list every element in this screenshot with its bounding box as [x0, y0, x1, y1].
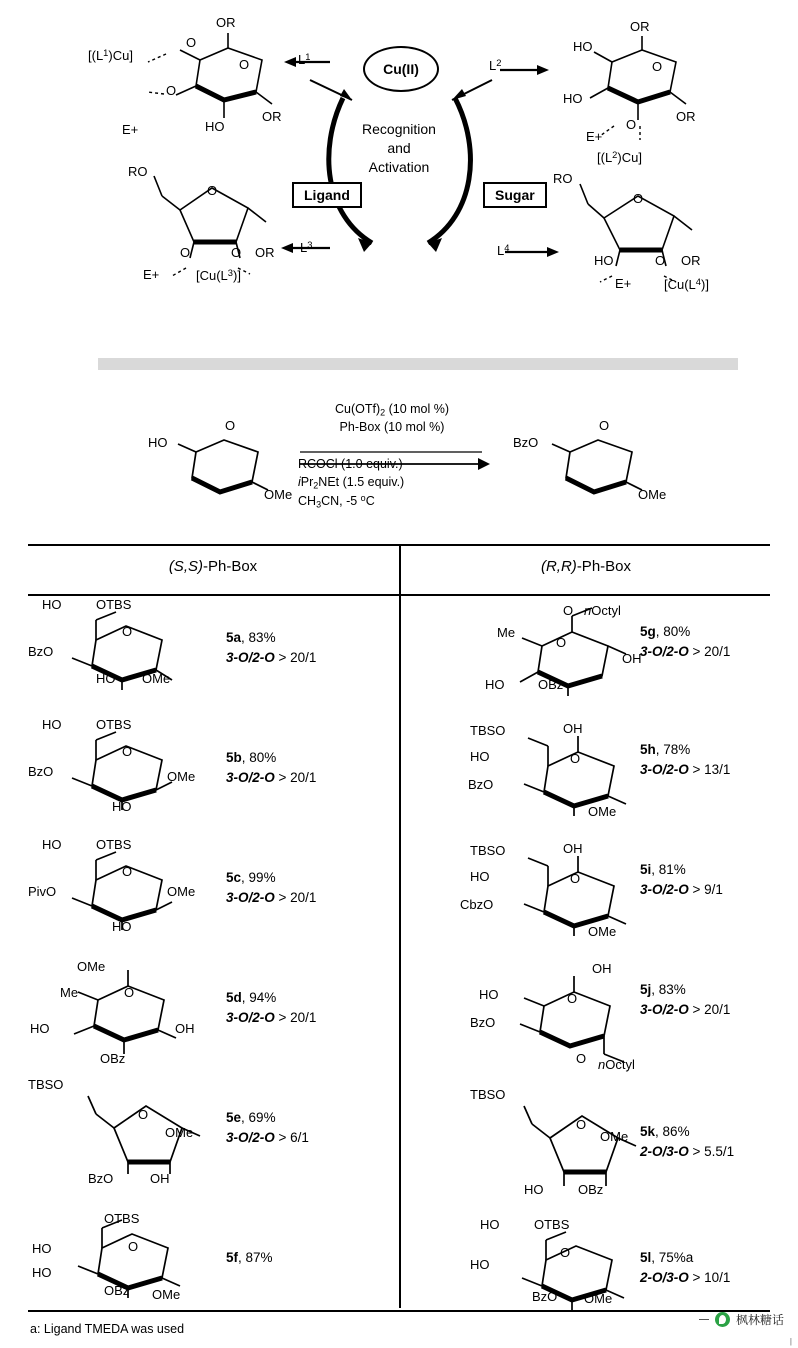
product-2-or2: OR	[676, 109, 696, 124]
watermark-dash	[699, 1319, 709, 1321]
entry-5h-ratio-label: 3-O/2-O	[640, 762, 689, 778]
label-5l-ho2: HO	[470, 1257, 490, 1272]
entry-5d-id: 5d	[226, 990, 242, 1005]
product-4-cu: $[Cu(L^4)]$	[664, 277, 709, 293]
entry-5a: 5a, 83% 3-O/2-O > 20/1	[226, 630, 317, 666]
label-5h-ho: HO	[470, 749, 490, 764]
entry-5l-yield: 75%a	[658, 1250, 694, 1265]
product-2-ring-o: O	[652, 59, 663, 74]
product-3-cu: $[Cu(L^3)]$	[196, 268, 241, 284]
label-5e-oh: OH	[150, 1171, 170, 1186]
product-1-cu: $[(L^1)Cu]$	[88, 48, 133, 64]
structure-5e	[40, 1078, 240, 1174]
entry-5a-yield: 83%	[248, 630, 276, 645]
section-divider	[98, 358, 738, 370]
label-5a-otbs: OTBS	[96, 597, 132, 612]
condition-catalyst: $Cu(OTf)_2$ (10 mol %)	[334, 402, 450, 418]
entry-5e: 5e, 69% 3-O/2-O > 6/1	[226, 1110, 309, 1146]
entry-5k-id: 5k	[640, 1124, 656, 1139]
label-5l-bzo: BzO	[532, 1289, 558, 1304]
label-5h-bzo: BzO	[468, 777, 494, 792]
entry-5d-ratio: > 20/1	[278, 1010, 317, 1026]
label-5a-ho2: HO	[96, 671, 116, 686]
entry-5i-ratio-label: 3-O/2-O	[640, 882, 689, 898]
label-5i-tbso: TBSO	[470, 843, 506, 858]
column-header-rr-rest: -Ph-Box	[576, 558, 631, 575]
entry-5h-yield: 78%	[663, 742, 691, 757]
label-5f-obz: OBz	[104, 1283, 130, 1298]
label-5c-ho: HO	[42, 837, 62, 852]
product-2-e: E+	[586, 129, 603, 144]
label-5i-ome: OMe	[588, 924, 617, 939]
entry-5b-ratio-label: 3-O/2-O	[226, 770, 275, 786]
column-header-ss	[28, 558, 398, 575]
product-1-or2: OR	[262, 109, 282, 124]
label-5l-ho: HO	[480, 1217, 500, 1232]
label-5c-ring-o: O	[122, 864, 133, 879]
label-5j-ring-o: O	[567, 991, 578, 1006]
entry-5c-ratio-label: 3-O/2-O	[226, 890, 275, 906]
substrate-ho: HO	[148, 435, 168, 450]
product-3-ro: RO	[128, 164, 148, 179]
entry-5c: 5c, 99% 3-O/2-O > 20/1	[226, 870, 317, 906]
label-5g-noctyl: nOctyl	[584, 603, 621, 618]
label-5d-oh: OH	[175, 1021, 195, 1036]
column-header-ss-rest: -Ph-Box	[202, 558, 258, 575]
product-4-or: OR	[681, 253, 701, 268]
label-5c-pivo: PivO	[28, 884, 57, 899]
entry-5f: 5f, 87%	[226, 1250, 273, 1265]
product-3-or: OR	[255, 245, 275, 260]
entry-5b-ratio: > 20/1	[278, 770, 317, 786]
label-5c-ho2: HO	[112, 919, 132, 934]
product-2-ho1: HO	[573, 39, 593, 54]
label-5l-ring-o: O	[560, 1245, 571, 1260]
entry-5b: 5b, 80% 3-O/2-O > 20/1	[226, 750, 317, 786]
label-5g-o: O	[563, 603, 574, 618]
conditions-above	[300, 401, 484, 437]
ligand-label-l2: $L^2$	[489, 58, 502, 74]
label-5d-ring-o: O	[124, 985, 135, 1000]
center-line-3: Activation	[368, 158, 430, 175]
entry-5h-id: 5h	[640, 742, 656, 757]
sugar-box	[483, 182, 547, 208]
label-5a-bzo: BzO	[28, 644, 54, 659]
label-5g-obz: OBz	[538, 677, 564, 692]
entry-5j-ratio-label: 3-O/2-O	[640, 1002, 689, 1018]
entry-5i-yield: 81%	[658, 862, 686, 877]
entry-5k-yield: 86%	[662, 1124, 690, 1139]
label-5j-noctyl: nOctyl	[598, 1057, 635, 1072]
label-5c-ome: OMe	[167, 884, 196, 899]
label-5k-ho: HO	[524, 1182, 544, 1197]
entry-5j: 5j, 83% 3-O/2-O > 20/1	[640, 982, 731, 1018]
entry-5i-id: 5i	[640, 862, 652, 877]
ligand-box	[292, 182, 362, 208]
product-4-e: E+	[615, 276, 632, 291]
substrate-ring-o: O	[225, 418, 236, 433]
label-5f-ho: HO	[32, 1241, 52, 1256]
label-5e-ring-o: O	[138, 1107, 149, 1122]
product-1-o2: O	[166, 83, 177, 98]
entry-5c-yield: 99%	[248, 870, 276, 885]
label-5k-ring-o: O	[576, 1117, 587, 1132]
ligand-label-l3: $L^3$	[300, 240, 313, 256]
product-4-ring-o: O	[633, 191, 644, 206]
product-ome: OMe	[638, 487, 667, 502]
product-1-o1: O	[186, 35, 197, 50]
cu-label: Cu(II)	[383, 61, 419, 77]
label-5j-oh: OH	[592, 961, 612, 976]
product-1-ho: HO	[205, 119, 225, 134]
label-5g-ring-o: O	[556, 635, 567, 650]
entry-5j-yield: 83%	[658, 982, 686, 997]
column-header-rr-stereo: (R,R)	[540, 558, 577, 575]
label-5g-oh: OH	[622, 651, 642, 666]
label-5e-tbso: TBSO	[28, 1077, 64, 1092]
label-5f-ome: OMe	[152, 1287, 181, 1302]
leaf-icon	[715, 1312, 730, 1327]
label-5b-otbs: OTBS	[96, 717, 132, 732]
condition-acyl: RCOCl (1.0 equiv.)	[298, 457, 403, 471]
product-1-ring-o: O	[239, 57, 250, 72]
label-5d-ome: OMe	[77, 959, 106, 974]
conditions-below	[298, 456, 488, 511]
entry-5l-ratio-label: 2-O/3-O	[640, 1270, 689, 1286]
label-5a-ho: HO	[42, 597, 62, 612]
label-5h-ome: OMe	[588, 804, 617, 819]
entry-5c-id: 5c	[226, 870, 242, 885]
label-5d-me: Me	[60, 985, 79, 1000]
label-5k-tbso: TBSO	[470, 1087, 506, 1102]
center-line-1: Recognition	[362, 121, 436, 137]
product-3-ring-o: O	[207, 183, 218, 198]
entry-5i: 5i, 81% 3-O/2-O > 9/1	[640, 862, 723, 898]
label-5k-ome: OMe	[600, 1129, 629, 1144]
product-3-e: E+	[143, 267, 160, 282]
label-5l-ome: OMe	[584, 1291, 613, 1306]
entry-5d-ratio-label: 3-O/2-O	[226, 1010, 275, 1026]
product-1-or1: OR	[216, 15, 236, 30]
product-2-cu: $[(L^2)Cu]$	[597, 150, 642, 166]
entry-5b-id: 5b	[226, 750, 242, 765]
watermark-text: 枫林糖话	[735, 1313, 784, 1327]
label-5h-tbso: TBSO	[470, 723, 506, 738]
catalytic-cycle-scheme	[0, 0, 798, 330]
entry-5d: 5d, 94% 3-O/2-O > 20/1	[226, 990, 317, 1026]
entry-5h: 5h, 78% 3-O/2-O > 13/1	[640, 742, 731, 778]
entry-5g-id: 5g	[640, 624, 656, 639]
condition-solvent: $CH_3CN$, -5 $^o$C	[298, 492, 375, 510]
label-5b-bzo: BzO	[28, 764, 54, 779]
column-header-rr	[402, 558, 770, 575]
page-corner-mark: |	[789, 1337, 792, 1346]
label-5i-cbzo: CbzO	[460, 897, 494, 912]
label-5i-ring-o: O	[570, 871, 581, 886]
label-5d-obz: OBz	[100, 1051, 126, 1066]
label-5b-ring-o: O	[122, 744, 133, 759]
condition-ligand: Ph-Box (10 mol %)	[339, 420, 445, 435]
entry-5h-ratio: > 13/1	[692, 762, 731, 778]
entry-5a-id: 5a	[226, 630, 242, 645]
label-5e-bzo: BzO	[88, 1171, 114, 1186]
center-text	[339, 120, 459, 177]
entry-5e-id: 5e	[226, 1110, 242, 1125]
product-3-o2: O	[231, 245, 242, 260]
product-3-o1: O	[180, 245, 191, 260]
label-5j-ho: HO	[479, 987, 499, 1002]
label-5k-obz: OBz	[578, 1182, 604, 1197]
condition-base: iPr$_2$NEt (1.5 equiv.)	[298, 474, 405, 490]
entry-5a-ratio-label: 3-O/2-O	[226, 650, 275, 666]
entry-5d-yield: 94%	[249, 990, 277, 1005]
entry-5e-ratio-label: 3-O/2-O	[226, 1130, 275, 1146]
footnote: a: Ligand TMEDA was used	[30, 1322, 185, 1336]
entry-5f-yield: 87%	[245, 1250, 273, 1265]
label-5d-ho: HO	[30, 1021, 50, 1036]
column-header-ss-stereo: (S,S)	[168, 558, 203, 575]
entry-5g-ratio-label: 3-O/2-O	[640, 644, 689, 660]
label-5b-ho2: HO	[112, 799, 132, 814]
entry-5g: 5g, 80% 3-O/2-O > 20/1	[640, 624, 731, 660]
center-line-2: and	[387, 139, 411, 156]
structure-5d	[36, 958, 236, 1054]
entry-5k-ratio: > 5.5/1	[692, 1144, 735, 1160]
label-5i-ho: HO	[470, 869, 490, 884]
product-2-o: O	[626, 117, 637, 132]
label-5g-me: Me	[497, 625, 516, 640]
sugar-box-label: Sugar	[495, 187, 535, 203]
product-4-ho: HO	[594, 253, 614, 268]
label-5i-oh: OH	[563, 841, 583, 856]
label-5e-ome: OMe	[165, 1125, 194, 1140]
label-5c-otbs: OTBS	[96, 837, 132, 852]
entry-5l-id: 5l	[640, 1250, 652, 1265]
label-5a-ome: OMe	[142, 671, 171, 686]
product-4-ro: RO	[553, 171, 573, 186]
ligand-label-l4: $L^4$	[497, 243, 510, 259]
entry-5l-ratio: > 10/1	[692, 1270, 731, 1286]
entry-5e-yield: 69%	[248, 1110, 276, 1125]
entry-5i-ratio: > 9/1	[692, 882, 723, 898]
watermark	[699, 1311, 784, 1328]
label-5f-otbs: OTBS	[104, 1211, 140, 1226]
label-5j-bzo: BzO	[470, 1015, 496, 1030]
entry-5g-yield: 80%	[663, 624, 691, 639]
entry-5f-id: 5f	[226, 1250, 239, 1265]
label-5b-ome: OMe	[167, 769, 196, 784]
ligand-label-l1: $L^1$	[298, 52, 311, 68]
label-5g-ho: HO	[485, 677, 505, 692]
product-2-or1: OR	[630, 19, 650, 34]
entry-5a-ratio: > 20/1	[278, 650, 317, 666]
product-1-e: E+	[122, 122, 139, 137]
label-5l-otbs: OTBS	[534, 1217, 570, 1232]
cu-node	[363, 46, 439, 92]
entry-5k-ratio-label: 2-O/3-O	[640, 1144, 689, 1160]
ligand-box-label: Ligand	[304, 187, 350, 203]
entry-5e-ratio: > 6/1	[278, 1130, 309, 1146]
product-bzo: BzO	[513, 435, 539, 450]
table-column-divider	[399, 546, 401, 1308]
entry-5g-ratio: > 20/1	[692, 644, 731, 660]
product-4-o: O	[655, 253, 666, 268]
entry-5c-ratio: > 20/1	[278, 890, 317, 906]
entry-5j-id: 5j	[640, 982, 652, 997]
label-5a-ring-o: O	[122, 624, 133, 639]
entry-5l: 5l, 75%a 2-O/3-O > 10/1	[640, 1250, 731, 1286]
substrate-ome: OMe	[264, 487, 293, 502]
label-5f-ring-o: O	[128, 1239, 139, 1254]
product-2-ho2: HO	[563, 91, 583, 106]
label-5h-oh: OH	[563, 721, 583, 736]
entry-5k: 5k, 86% 2-O/3-O > 5.5/1	[640, 1124, 735, 1160]
label-5h-ring-o: O	[570, 751, 581, 766]
reaction-scheme	[0, 390, 798, 540]
label-5b-ho: HO	[42, 717, 62, 732]
label-5j-o: O	[576, 1051, 587, 1066]
product-ring-o: O	[599, 418, 610, 433]
entry-5b-yield: 80%	[249, 750, 277, 765]
entry-5j-ratio: > 20/1	[692, 1002, 731, 1018]
label-5f-ho2: HO	[32, 1265, 52, 1280]
